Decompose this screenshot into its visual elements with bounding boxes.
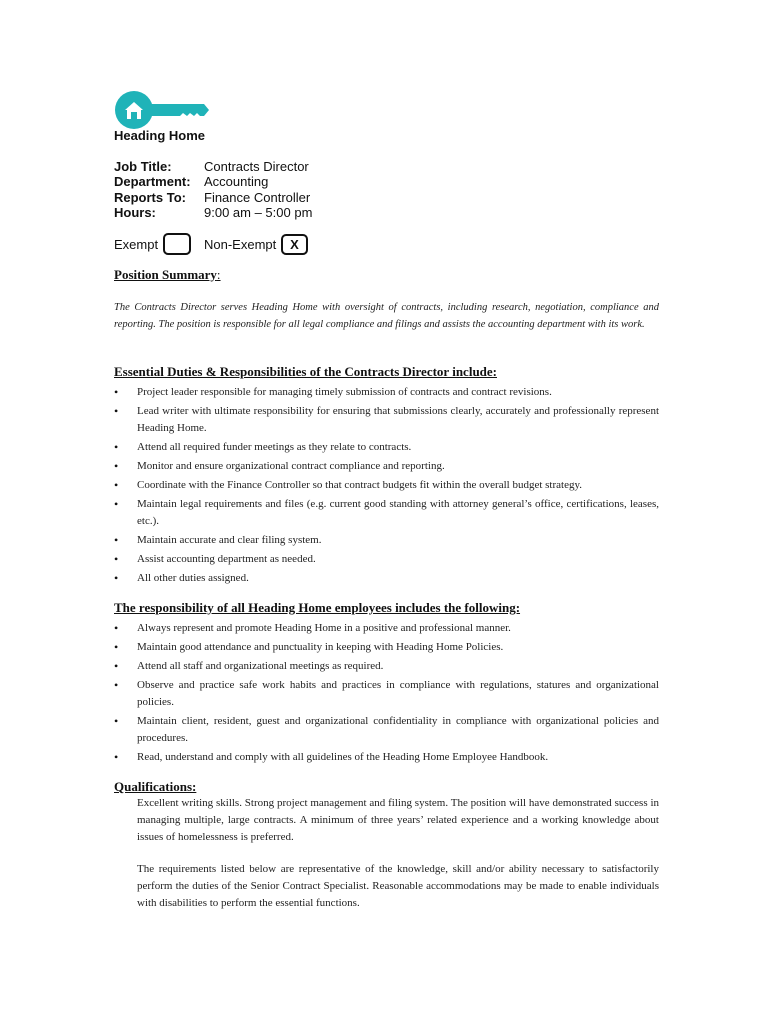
reports-to-row (114, 190, 312, 205)
department-row (114, 174, 312, 189)
list-item: • Maintain legal requirements and files (e.g. current good standing with attorney general’s office, certifications, leases, etc.). (114, 496, 659, 530)
reports-to-value: Finance Controller (204, 189, 311, 205)
list-item: • All other duties assigned. (114, 570, 659, 587)
hours-row (114, 205, 312, 220)
department-value: Accounting (204, 174, 269, 190)
position-summary-colon: : (216, 267, 221, 282)
list-item: • Observe and practice safe work habits and practices in compliance with regulations, statures and organizational policies. (114, 677, 659, 711)
house-key-icon (114, 89, 210, 131)
position-summary-heading (114, 267, 221, 283)
essential-duties-list (114, 384, 659, 589)
list-item: • Project leader responsible for managing timely submission of contracts and contract revisions. (114, 384, 659, 401)
nonexempt-checkbox: X (281, 234, 308, 255)
list-item: • Read, understand and comply with all guidelines of the Heading Home Employee Handbook. (114, 749, 659, 766)
requirements-paragraph: The requirements listed below are representative of the knowledge, skill and/or ability necessary to satisfactorily perform the duties of the Senior Contract Specialist. Reasonable accommodations may be made to enable individuals with disabilities to perform the essential functions. (137, 863, 659, 909)
reports-to-label: Reports To: (114, 189, 186, 205)
job-title-value: Contracts Director (204, 159, 309, 174)
employee-responsibility-list (114, 620, 659, 768)
nonexempt-label: Non-Exempt (204, 237, 277, 252)
position-summary-text: The Contracts Director serves Heading Home with oversight of contracts, including research, negotiation, compliance and reporting. The position is responsible for all legal compliance and filings and assists the accounting department with its work. (114, 302, 659, 330)
job-info-table (114, 159, 312, 220)
list-item: • Assist accounting department as needed. (114, 551, 659, 568)
exemption-status (114, 233, 414, 257)
list-item: • Monitor and ensure organizational contract compliance and reporting. (114, 458, 659, 475)
hours-label: Hours: (114, 204, 156, 220)
job-title-row (114, 159, 312, 174)
list-item: • Attend all required funder meetings as they relate to contracts. (114, 439, 659, 456)
department-label: Department: (114, 174, 191, 190)
list-item: • Maintain accurate and clear filing system. (114, 532, 659, 549)
list-item: • Lead writer with ultimate responsibility for ensuring that submissions clearly, accurately and professionally represent Heading Home. (114, 403, 659, 437)
exempt-label: Exempt (114, 237, 159, 252)
employee-responsibility-heading: The responsibility of all Heading Home employees includes the following: (114, 600, 521, 615)
qualifications-heading: Qualifications: (114, 779, 197, 794)
organization-name: Heading Home (114, 128, 206, 143)
job-title-label: Job Title: (114, 159, 172, 174)
list-item: • Maintain good attendance and punctuality in keeping with Heading Home Policies. (114, 639, 659, 656)
exempt-checkbox (163, 233, 191, 255)
list-item: • Coordinate with the Finance Controller so that contract budgets fit within the overall budget strategy. (114, 477, 659, 494)
essential-duties-heading: Essential Duties & Responsibilities of the Contracts Director include: (114, 364, 497, 379)
list-item: • Attend all staff and organizational meetings as required. (114, 658, 659, 675)
hours-value: 9:00 am – 5:00 pm (204, 204, 313, 220)
position-summary-heading-text: Position Summary (114, 267, 217, 282)
list-item: • Maintain client, resident, guest and organizational confidentiality in compliance with organizational policies and procedures. (114, 713, 659, 747)
qualifications-paragraph: Excellent writing skills. Strong project management and filing system. The position will have demonstrated success in managing multiple, large contracts. A minimum of three years’ related experience and a working knowledge about issues of homelessness is preferred. (137, 797, 659, 843)
list-item: • Always represent and promote Heading Home in a positive and professional manner. (114, 620, 659, 637)
